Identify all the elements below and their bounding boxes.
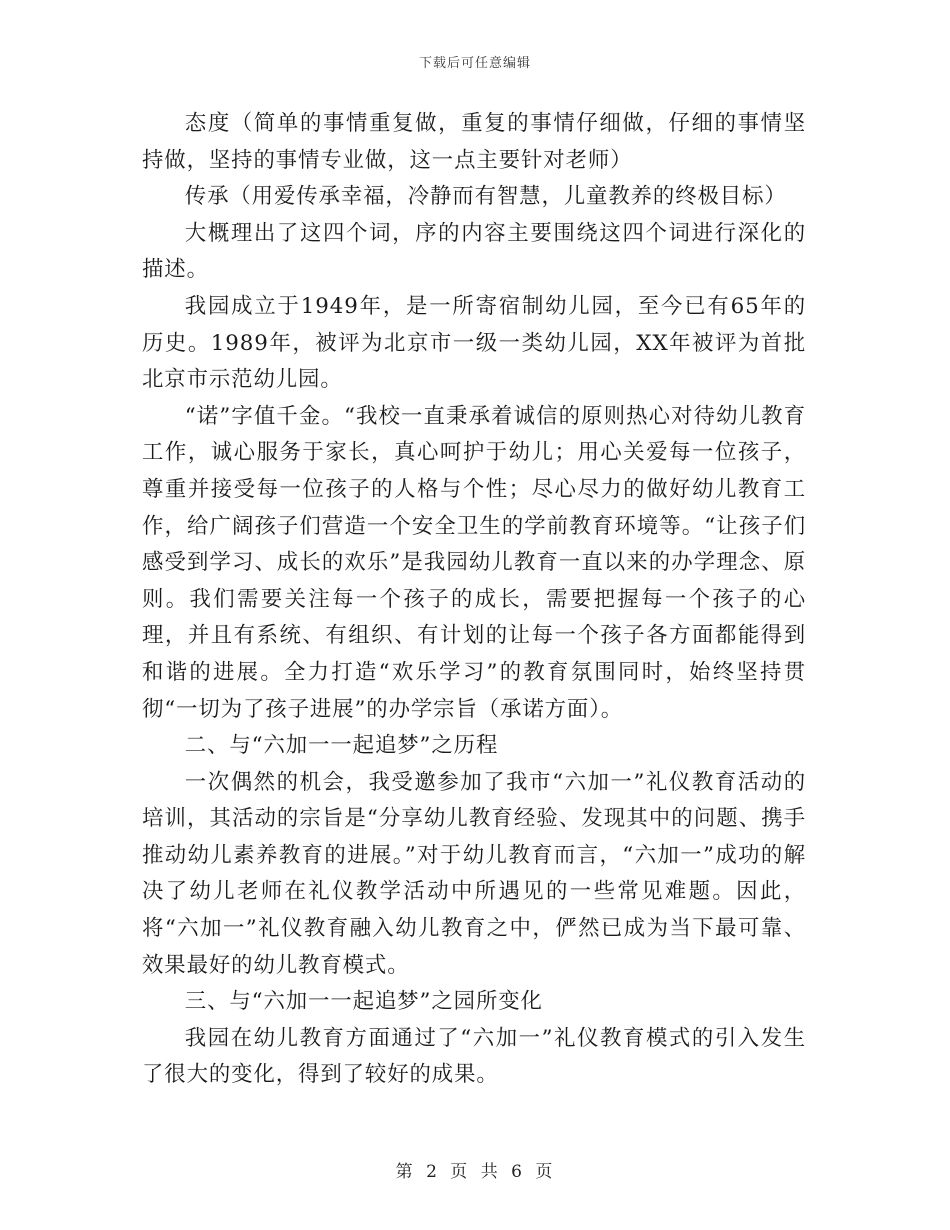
paragraph-history: 我园成立于1949年，是一所寄宿制幼儿园，至今已有65年的历史。1989年，被评为北京市一级一类幼儿园，XX年被评为首批北京市示范幼儿园。 [142, 293, 806, 393]
section-heading-journey: 二、与“六加一一起追梦”之历程 [184, 733, 499, 759]
paragraph-journey: 一次偶然的机会，我受邀参加了我市“六加一”礼仪教育活动的培训，其活动的宗旨是“分享幼儿教育经验、发现其中的问题、携手推动幼儿素养教育的进展。”对于幼儿教育而言，“六加一”成功的解决了幼儿老师在礼仪教学活动中所遇见的一些常见难题。因此，将“六加一”礼仪教育融入幼儿教育之中，俨然已成为当下最可靠、效果最好的幼儿教育模式。 [142, 769, 806, 978]
paragraph-attitude: 态度（简单的事情重复做，重复的事情仔细做，仔细的事情坚持做，坚持的事情专业做，这一点主要针对老师） [142, 111, 806, 173]
section-heading-changes: 三、与“六加一一起追梦”之园所变化 [184, 989, 543, 1015]
page-footer: 第 2 页 共 6 页 [395, 1162, 555, 1182]
paragraph-promise: “诺”字值千金。“我校一直秉承着诚信的原则热心对待幼儿教育工作，诚心服务于家长，真心呵护于幼儿；用心关爱每一位孩子，尊重并接受每一位孩子的人格与个性；尽心尽力的做好幼儿教育工作，给广阔孩子们营造一个安全卫生的学前教育环境等。“让孩子们感受到学习、成长的欢乐”是我园幼儿教育一直以来的办学理念、原则。我们需要关注每一个孩子的成长，需要把握每一个孩子的心理，并且有系统、有组织、有计划的让每一个孩子各方面都能得到和谐的进展。全力打造“欢乐学习”的教育氛围同时，始终坚持贯彻“一切为了孩子进展”的办学宗旨（承诺方面）。 [142, 403, 806, 722]
paragraph-summary: 大概理出了这四个词，序的内容主要围绕这四个词进行深化的描述。 [142, 220, 806, 283]
paragraph-inheritance: 传承（用爱传承幸福，冷静而有智慧，儿童教养的终极目标） [184, 184, 787, 210]
page-header: 下载后可任意编辑 [418, 56, 531, 71]
document-body [142, 106, 806, 1094]
paragraph-changes: 我园在幼儿教育方面通过了“六加一”礼仪教育模式的引入发生了很大的变化，得到了较好的成果。 [142, 1025, 806, 1088]
